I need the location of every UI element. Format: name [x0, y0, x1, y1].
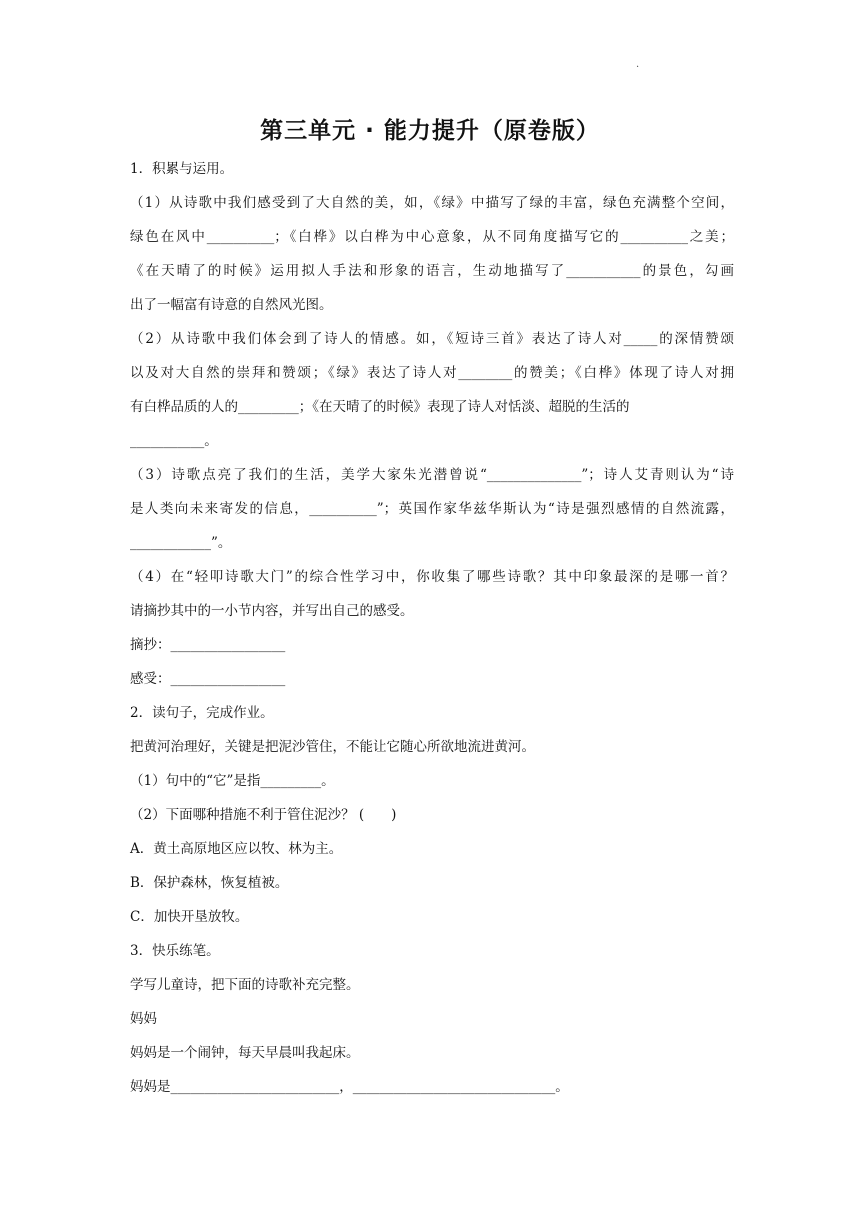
q1-1-line: 《在天晴了的时候》运用拟人手法和形象的语言，生动地描写了___________的景色，勾画	[130, 263, 734, 279]
q1-3-line: 是人类向未来寄发的信息，__________”；英国作家华兹华斯认为“诗是强烈感情的自然流露，	[130, 501, 734, 517]
q2-heading: 2．读句子，完成作业。	[130, 705, 274, 721]
q1-3-line: ____________”。	[130, 535, 232, 551]
page-title: 第三单元 · 能力提升（原卷版）	[260, 118, 600, 144]
q1-1-line: （1）从诗歌中我们感受到了大自然的美，如，《绿》中描写了绿的丰富，绿色充满整个空间，	[130, 195, 734, 211]
q1-2-line: 有白桦品质的人的_________；《在天晴了的时候》表现了诗人对恬淡、超脱的生活的	[130, 399, 630, 415]
option-a: A．黄土高原地区应以牧、林为主。	[130, 841, 343, 857]
q1-1-line: 绿色在风中__________；《白桦》以白桦为中心意象，从不同角度描写它的__________之美；	[130, 229, 734, 245]
q1-heading: 1．积累与运用。	[130, 161, 234, 177]
q1-4-line: （4）在“轻叩诗歌大门”的综合性学习中，你收集了哪些诗歌？其中印象最深的是哪一首？	[130, 569, 734, 585]
q1-2-line: ___________。	[130, 433, 218, 449]
q2-2-line: （2）下面哪种措施不利于管住泥沙？ ( )	[130, 807, 397, 823]
poem-title: 妈妈	[130, 1011, 157, 1027]
q1-2-line: 以及对大自然的崇拜和赞颂；《绿》表达了诗人对________的赞美；《白桦》体现了诗人对拥	[130, 365, 734, 381]
q3-heading: 3．快乐练笔。	[130, 943, 220, 959]
q2-sentence: 把黄河治理好，关键是把泥沙管住，不能让它随心所欲地流进黄河。	[130, 739, 535, 755]
feeling-blank: 感受：_________________	[130, 671, 286, 687]
option-b: B．保护森林，恢复植被。	[130, 875, 289, 891]
poem-line: 妈妈是一个闹钟，每天早晨叫我起床。	[130, 1045, 360, 1061]
excerpt-blank: 摘抄：_________________	[130, 637, 286, 653]
q1-1-line: 出了一幅富有诗意的自然风光图。	[130, 297, 333, 313]
q3-instruction: 学写儿童诗，把下面的诗歌补充完整。	[130, 977, 360, 993]
worksheet-body	[130, 152, 734, 1104]
header-dot: ·	[636, 62, 640, 73]
poem-blank-line: 妈妈是_________________________，______________________________。	[130, 1079, 569, 1095]
q2-1-line: （1）句中的“它”是指_________。	[130, 773, 335, 789]
q1-3-line: （3）诗歌点亮了我们的生活，美学大家朱光潜曾说“______________”；诗人艾青则认为“诗	[130, 467, 734, 483]
q1-4-line: 请摘抄其中的一小节内容，并写出自己的感受。	[130, 603, 414, 619]
q1-2-line: （2）从诗歌中我们体会到了诗人的情感。如，《短诗三首》表达了诗人对_____的深情赞颂	[130, 331, 734, 347]
option-c: C．加快开垦放牧。	[130, 909, 249, 925]
